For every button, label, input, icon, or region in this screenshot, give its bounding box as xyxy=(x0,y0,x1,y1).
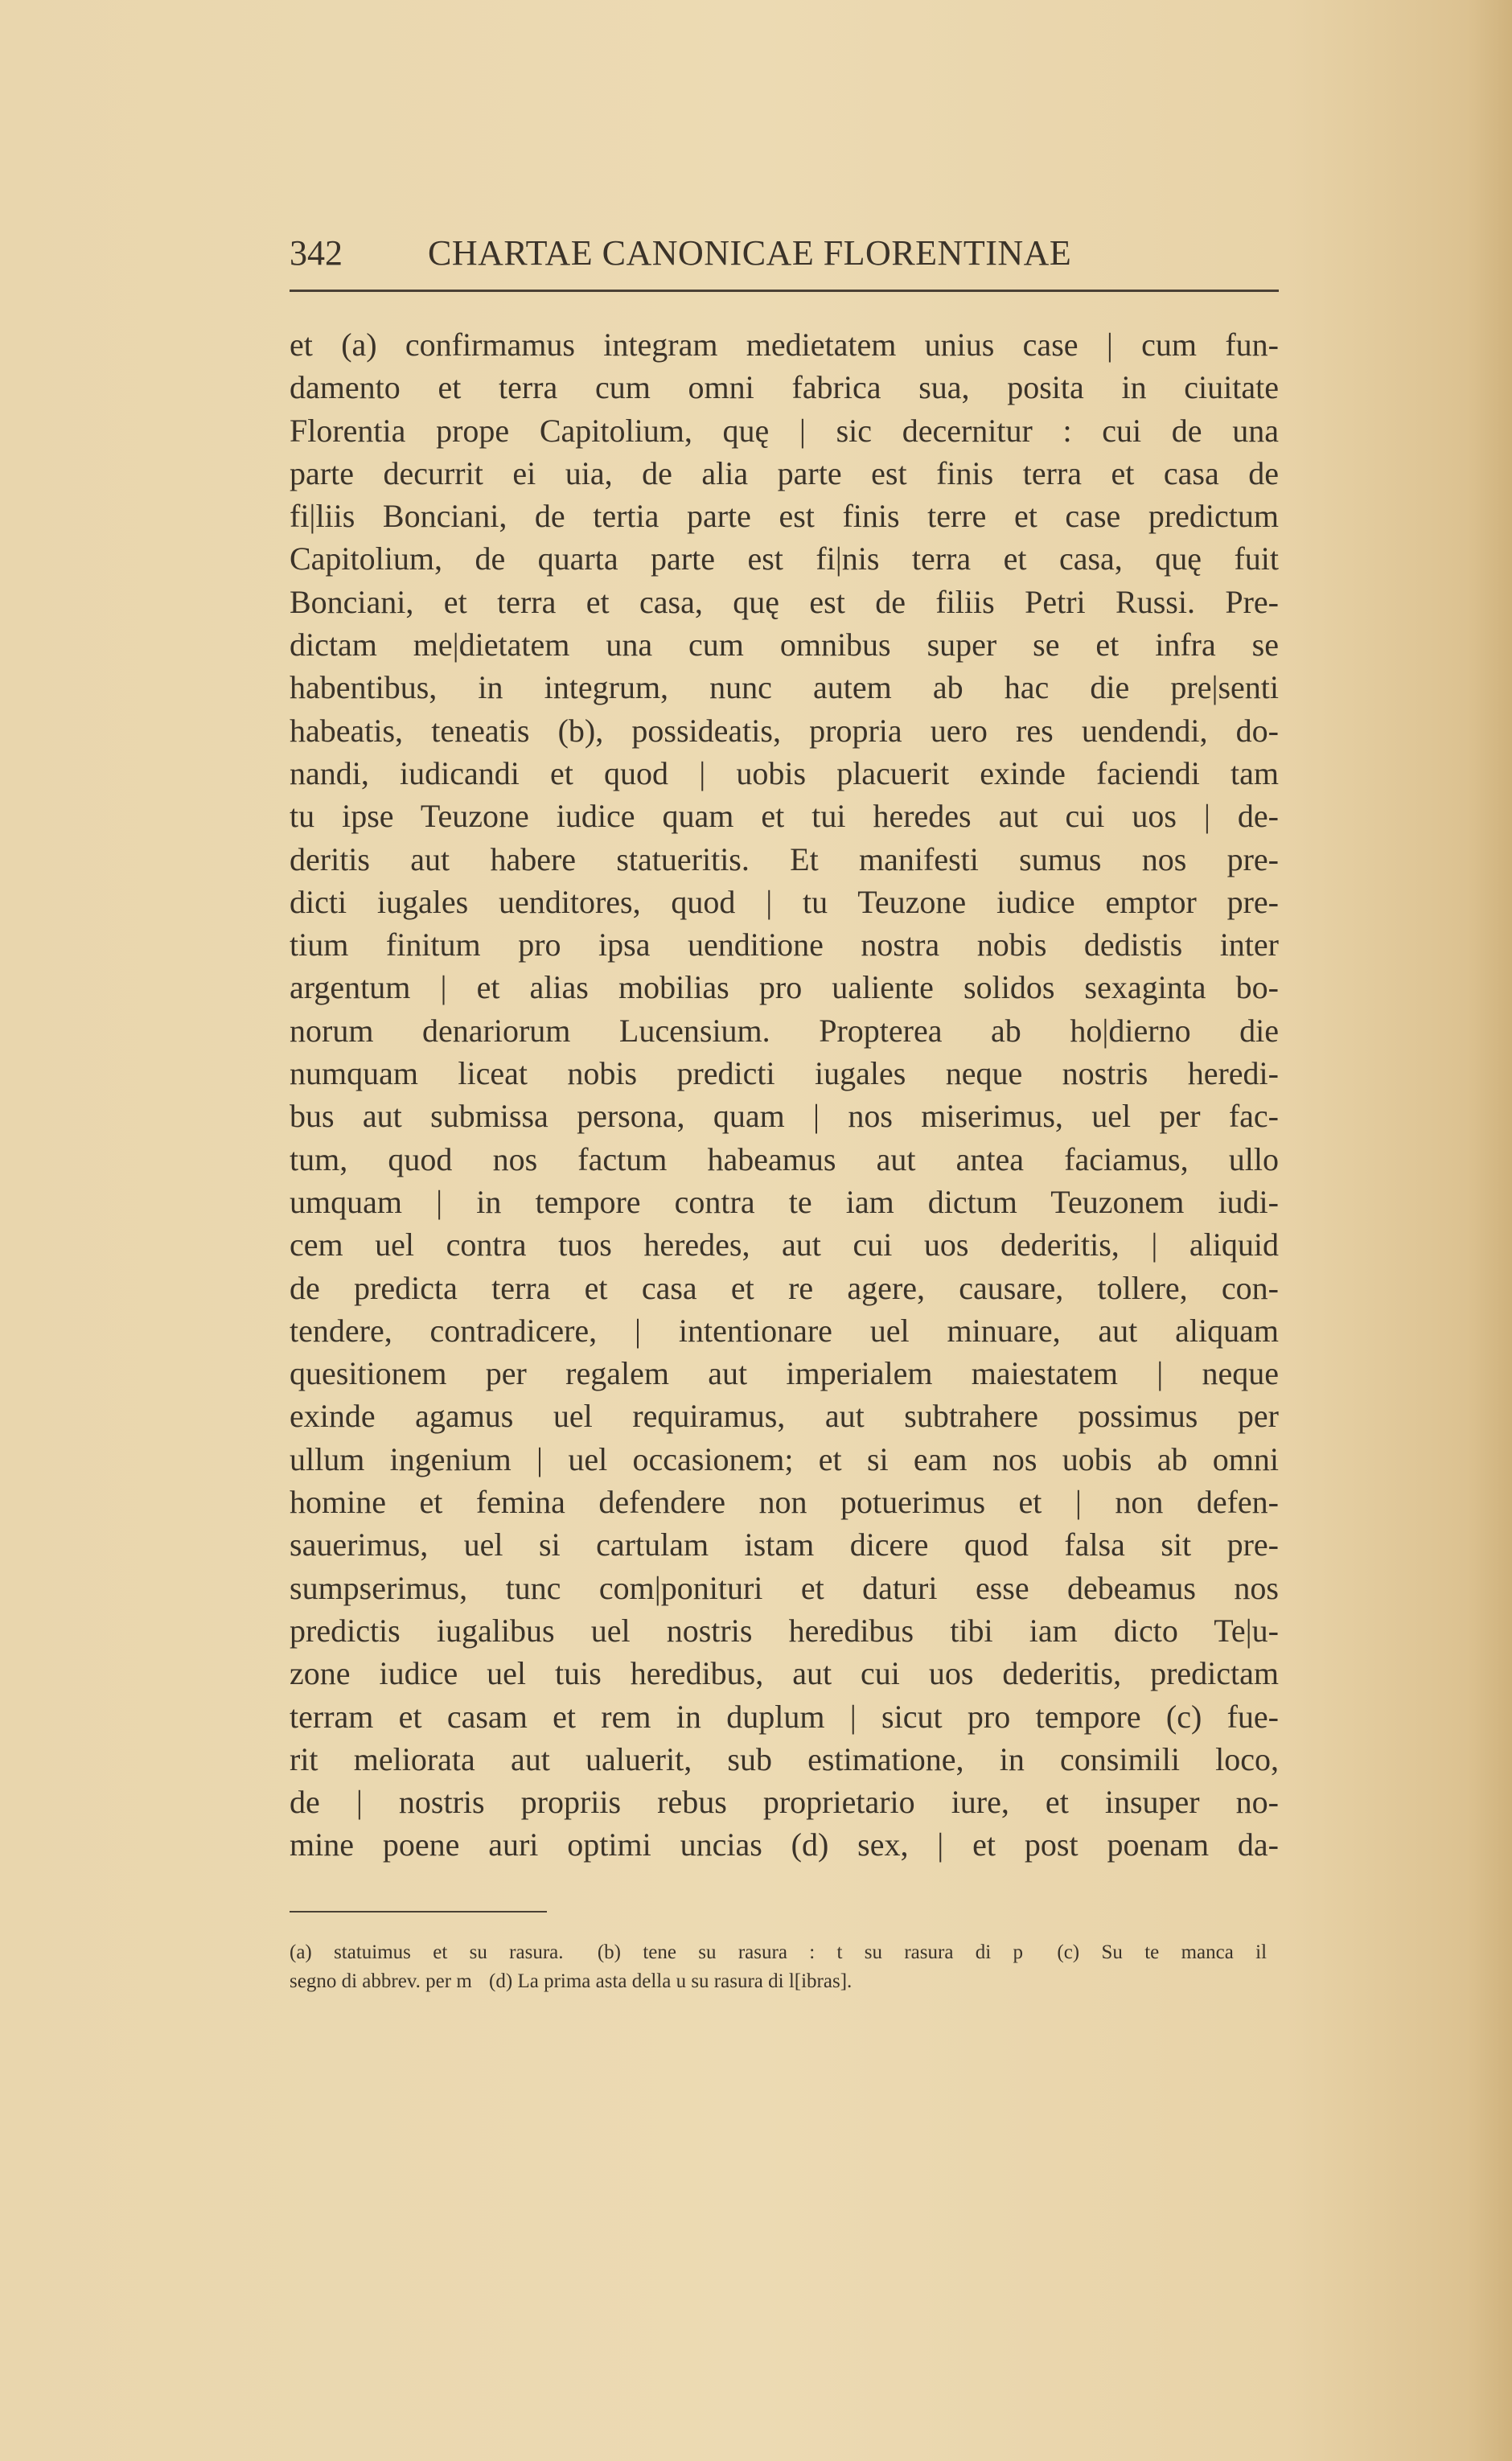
text-line: sumpserimus, tunc com|ponituri et daturi esse debeamus nos xyxy=(290,1569,1279,1606)
text-line: tendere, contradicere, | intentionare uel minuare, aut aliquam xyxy=(290,1312,1279,1349)
header-rule xyxy=(290,290,1279,292)
text-line: tum, quod nos factum habeamus aut antea faciamus, ullo xyxy=(290,1140,1279,1177)
text-line: sauerimus, uel si cartulam istam dicere quod falsa sit pre- xyxy=(290,1526,1279,1563)
text-line: cem uel contra tuos heredes, aut cui uos dederitis, | aliquid xyxy=(290,1226,1279,1263)
footnote-b: (b) tene su rasura : t su rasura di p xyxy=(597,1941,1024,1963)
page-number: 342 xyxy=(290,233,343,273)
text-line: predictis iugalibus uel nostris heredibus tibi iam dicto Te|u- xyxy=(290,1612,1279,1649)
text-line: de predicta terra et casa et re agere, causare, tollere, con- xyxy=(290,1269,1279,1306)
text-line: dictam me|dietatem una cum omnibus super se et infra se xyxy=(290,627,1279,664)
text-line: fi|liis Bonciani, de tertia parte est finis terre et case predictum xyxy=(290,498,1279,535)
footnote-a: (a) statuimus et su rasura. xyxy=(290,1941,564,1963)
text-line: zone iudice uel tuis heredibus, aut cui uos dederitis, predictam xyxy=(290,1655,1279,1692)
text-line: rit meliorata aut ualuerit, sub estimatione, in consimili loco, xyxy=(290,1740,1279,1777)
text-line: et (a) confirmamus integram medietatem unius case | cum fun- xyxy=(290,327,1279,363)
text-line: damento et terra cum omni fabrica sua, posita in ciuitate xyxy=(290,369,1279,406)
footnote-d: (d) La prima asta della u su rasura di l[ibras]. xyxy=(489,1970,853,1992)
text-line: bus aut submissa persona, quam | nos miserimus, uel per fac- xyxy=(290,1098,1279,1135)
text-line: nandi, iudicandi et quod | uobis placuerit exinde faciendi tam xyxy=(290,754,1279,791)
text-line: mine poene auri optimi uncias (d) sex, | et post poenam da- xyxy=(290,1826,1279,1863)
text-line: Capitolium, de quarta parte est fi|nis terra et casa, quę fuit xyxy=(290,540,1279,577)
text-line: de | nostris propriis rebus proprietario iure, et insuper no- xyxy=(290,1784,1279,1821)
text-line: ullum ingenium | uel occasionem; et si eam nos uobis ab omni xyxy=(290,1440,1279,1477)
running-title: CHARTAE CANONICAE FLORENTINAE xyxy=(428,233,1072,273)
text-line: Bonciani, et terra et casa, quę est de filiis Petri Russi. Pre- xyxy=(290,583,1279,620)
text-line: parte decurrit ei uia, de alia parte est finis terra et casa de xyxy=(290,454,1279,491)
text-line: terram et casam et rem in duplum | sicut pro tempore (c) fue- xyxy=(290,1698,1279,1735)
footnote-line xyxy=(290,1938,1279,1967)
text-line: norum denariorum Lucensium. Propterea ab ho|dierno die xyxy=(290,1012,1279,1049)
text-line: homine et femina defendere non potuerimus et | non defen- xyxy=(290,1484,1279,1521)
text-line: Florentia prope Capitolium, quę | sic decernitur : cui de una xyxy=(290,412,1279,449)
text-line: umquam | in tempore contra te iam dictum Teuzonem iudi- xyxy=(290,1183,1279,1220)
text-line: numquam liceat nobis predicti iugales neque nostris heredi- xyxy=(290,1055,1279,1092)
text-line: habentibus, in integrum, nunc autem ab hac die pre|senti xyxy=(290,669,1279,706)
text-line: habeatis, teneatis (b), possideatis, propria uero res uendendi, do- xyxy=(290,712,1279,749)
text-line: exinde agamus uel requiramus, aut subtrahere possimus per xyxy=(290,1398,1279,1435)
text-line: dicti iugales uenditores, quod | tu Teuzone iudice emptor pre- xyxy=(290,883,1279,920)
footnote-rule xyxy=(290,1911,547,1913)
body-text xyxy=(290,323,1279,1867)
footnotes xyxy=(290,1938,1279,1996)
footnote-c: (c) Su te manca il xyxy=(1057,1941,1268,1963)
text-line: tium finitum pro ipsa uenditione nostra nobis dedistis inter xyxy=(290,926,1279,963)
footnote-line xyxy=(290,1967,1279,1996)
text-line: quesitionem per regalem aut imperialem maiestatem | neque xyxy=(290,1355,1279,1392)
text-line: tu ipse Teuzone iudice quam et tui heredes aut cui uos | de- xyxy=(290,798,1279,835)
running-header xyxy=(290,233,1279,273)
footnote-c-continued: segno di abbrev. per m xyxy=(290,1970,472,1992)
text-line: deritis aut habere statueritis. Et manifesti sumus nos pre- xyxy=(290,840,1279,877)
text-line: argentum | et alias mobilias pro ualiente solidos sexaginta bo- xyxy=(290,969,1279,1006)
